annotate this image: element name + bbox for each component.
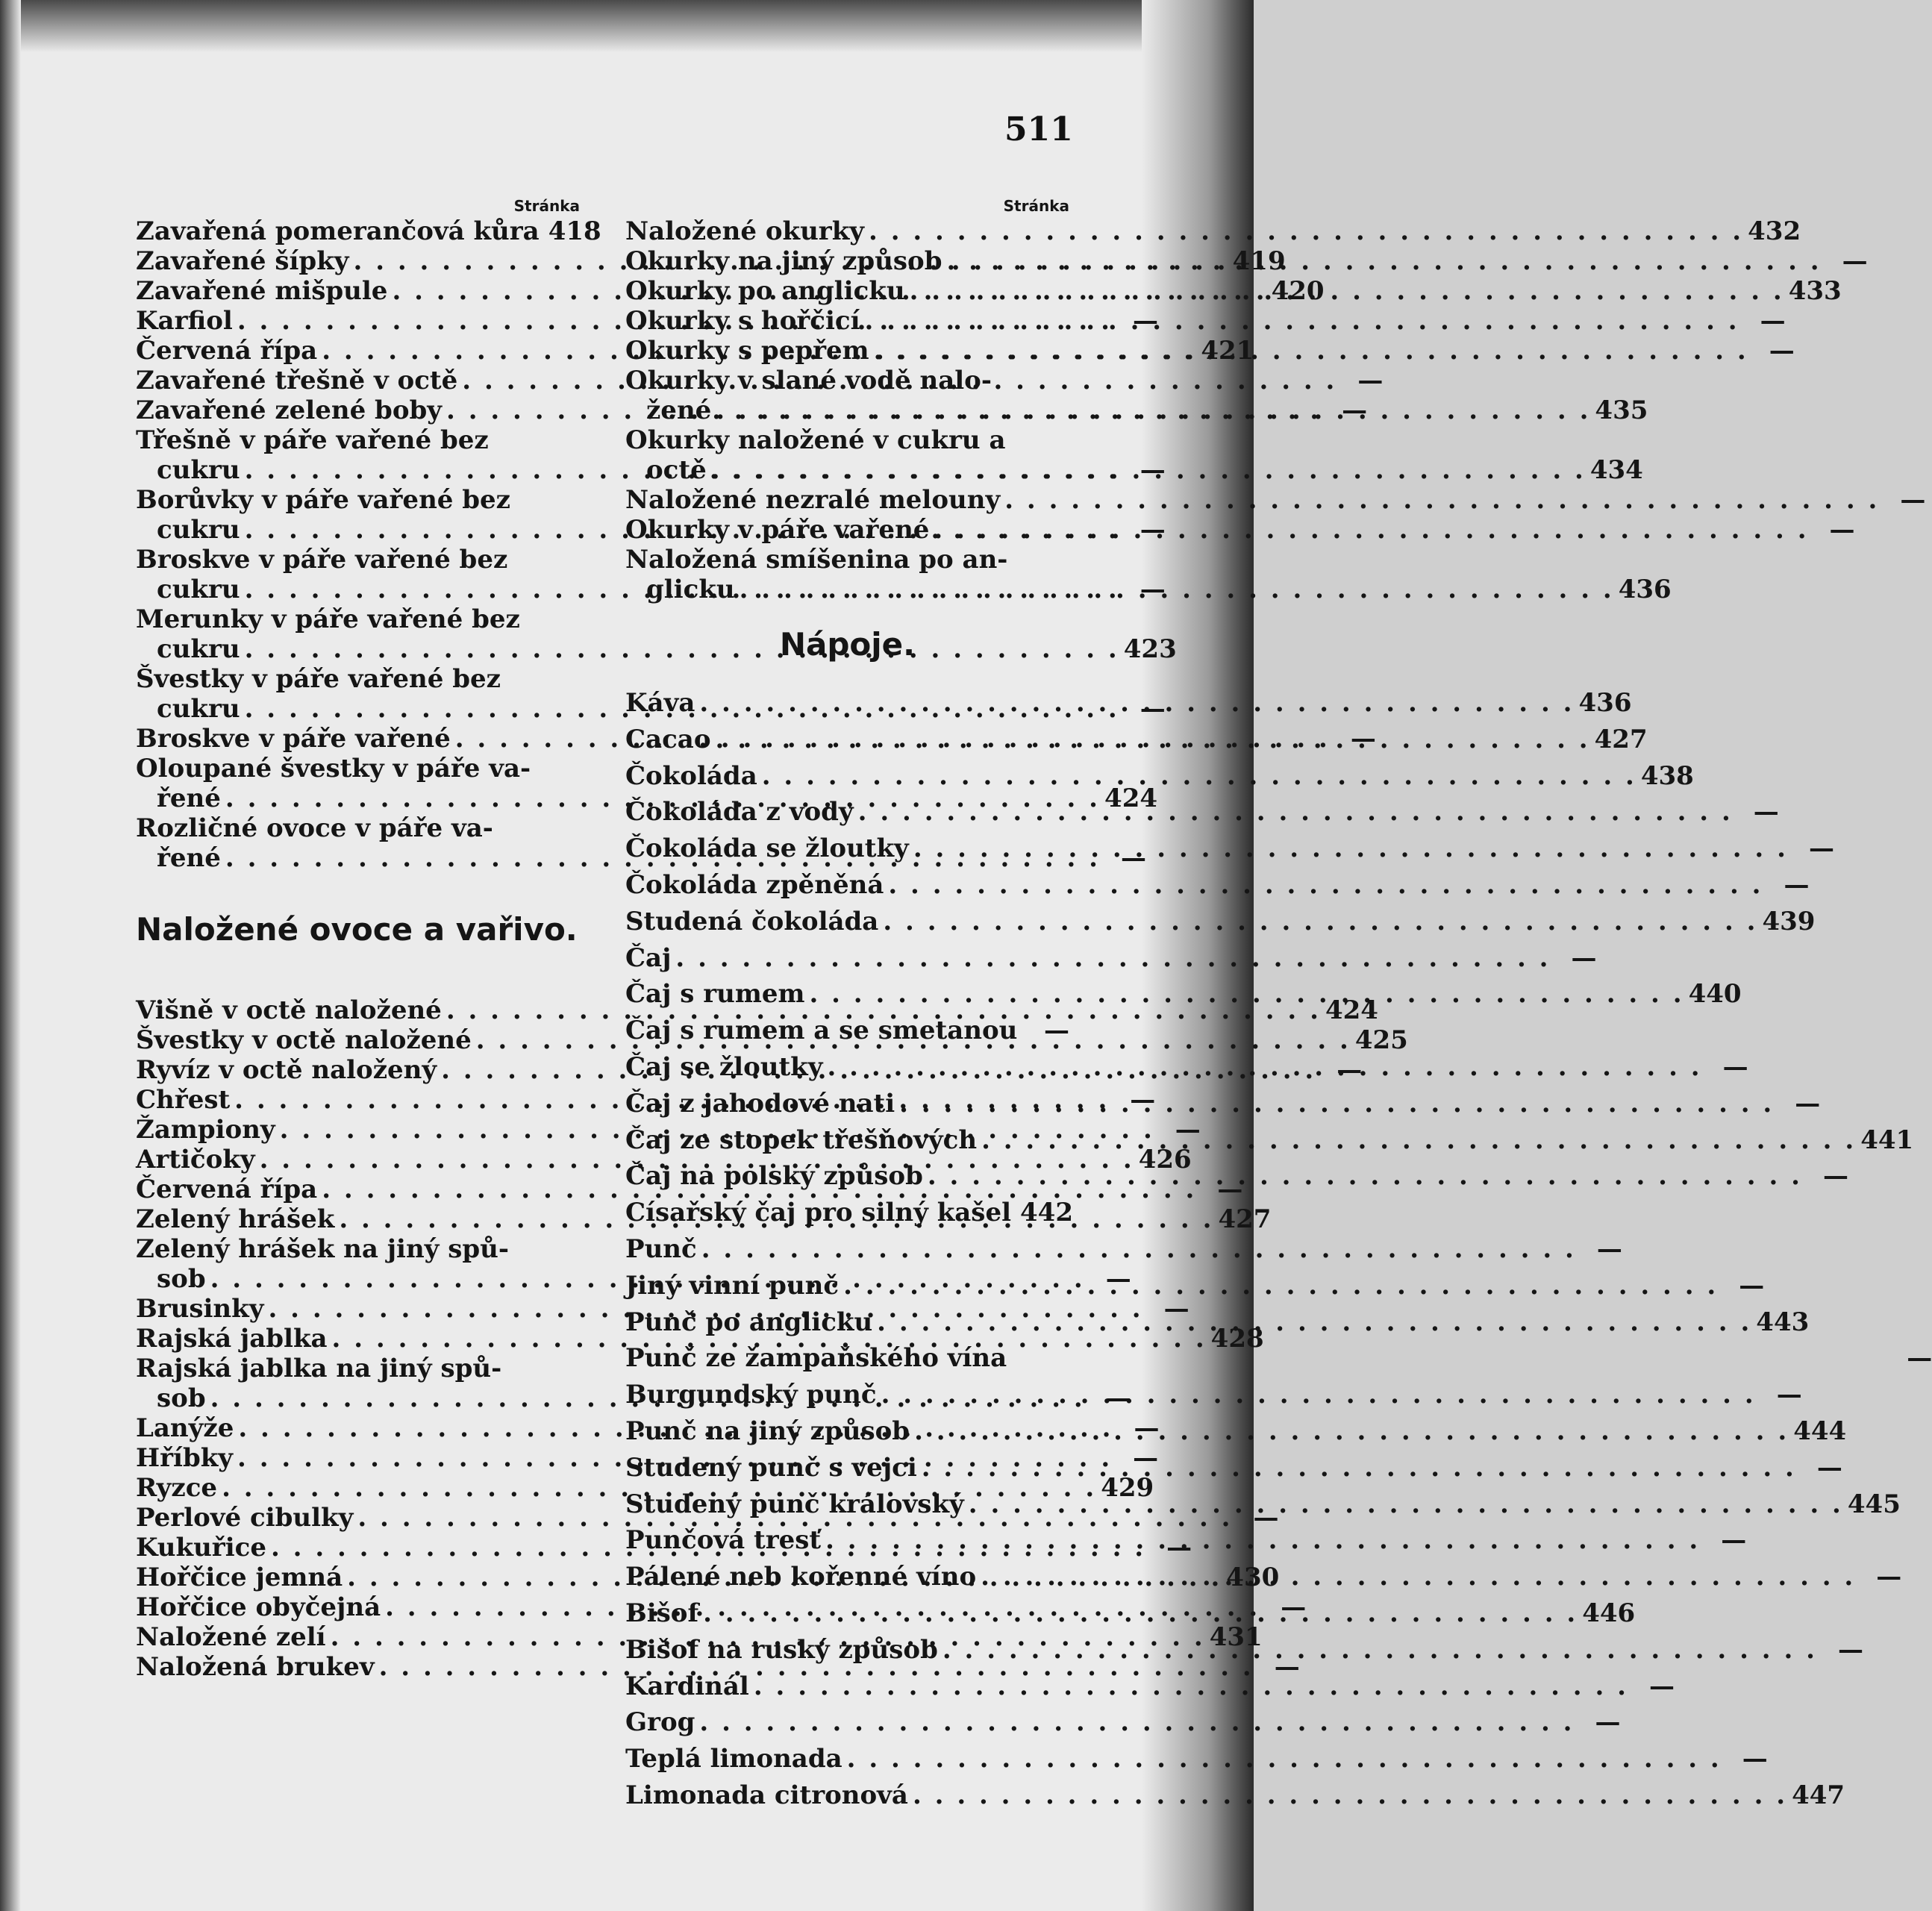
scan-edge-left: [0, 0, 21, 1911]
entry-title: Ryzce: [136, 1473, 218, 1503]
entry-page: —: [1139, 694, 1166, 724]
entry-title: Švestky v octě naložené: [136, 1025, 472, 1055]
leader-dots: [825, 1522, 1700, 1559]
entry-title: Studený punč královský: [625, 1489, 964, 1519]
index-entry: [625, 1340, 1932, 1377]
entry-title: Okurky po anglicku: [625, 276, 905, 306]
leader-dots: [888, 867, 1763, 904]
index-entry: [625, 1049, 1748, 1086]
index-entry: [625, 1450, 1842, 1486]
entry-page: —: [1823, 1161, 1848, 1192]
leader-dots: [701, 1231, 1576, 1268]
entry-page: —: [1217, 1175, 1243, 1204]
entry-page: 431: [1209, 1622, 1263, 1652]
leader-dots: [754, 1668, 1628, 1705]
entry-title: Cacao: [625, 724, 711, 754]
index-entry: [625, 395, 1648, 425]
entry-page: 427: [1594, 724, 1648, 754]
entry-title: Červená řípa: [136, 1175, 318, 1204]
entry-page: —: [1166, 1533, 1192, 1563]
entry-title-continuation: octě: [646, 455, 707, 485]
index-entry: [625, 1413, 1847, 1450]
entry-title: Káva: [625, 688, 695, 718]
entry-page: —: [1130, 1085, 1156, 1115]
entry-page: —: [1105, 1383, 1131, 1413]
leader-dots: [928, 1158, 1802, 1195]
index-entry: [625, 216, 1801, 246]
index-entry: [625, 485, 1926, 515]
leader-dots: [913, 831, 1788, 867]
index-entry: [136, 1473, 1154, 1503]
entry-page: 440: [1688, 979, 1742, 1010]
entry-page: —: [1163, 1294, 1189, 1324]
entry-title: Zavařené třešně v octě: [136, 366, 458, 395]
entry-title: Zelený hrášek: [136, 1204, 335, 1234]
entry-title-continuation: řené: [157, 843, 221, 873]
index-entry: [625, 1013, 1069, 1049]
entry-page: —: [1648, 1671, 1675, 1701]
entry-page: —: [1842, 246, 1868, 276]
leader-dots: [858, 794, 1733, 831]
entry-page: —: [1175, 1115, 1201, 1145]
entry-page: 421: [1201, 336, 1254, 366]
leader-dots: [716, 722, 1590, 758]
leader-dots: [913, 1777, 1787, 1814]
entry-title-line: Rajská jablka na jiný spů-: [136, 1354, 502, 1383]
entry-title: Kukuřice: [136, 1533, 266, 1563]
entry-title: Lanýže: [136, 1413, 234, 1443]
entry-title: Čokoláda: [625, 760, 757, 791]
index-entry: [136, 995, 1378, 1025]
entry-page: —: [1742, 1744, 1768, 1774]
entry-page: —: [1253, 1503, 1279, 1533]
entry-title: Teplá limonada: [625, 1744, 842, 1774]
entry-title-line: Merunky v páře vařené bez: [136, 604, 520, 634]
entry-title-line: Zelený hrášek na jiný spů-: [136, 1234, 510, 1264]
entry-title: Čaj s rumem a se smetanou: [625, 1016, 1018, 1046]
entry-title-continuation: sob: [157, 1264, 206, 1294]
entry-page: 439: [1762, 906, 1816, 936]
entry-title: Naložené okurky: [625, 216, 865, 246]
index-entry: [625, 1268, 1765, 1304]
leader-dots: [716, 395, 1590, 425]
entry-title: Brusinky: [136, 1294, 264, 1324]
entry-page: —: [1595, 1707, 1621, 1738]
entry-title-line: Okurky v slané vodě nalo-: [625, 366, 992, 395]
entry-page: —: [1783, 869, 1810, 900]
entry-title: Naložené nezralé melouny: [625, 485, 1001, 515]
index-entry: [625, 1777, 1845, 1814]
entry-page: —: [1132, 306, 1158, 336]
entry-page: 418: [548, 216, 601, 246]
entry-title-continuation: cukru: [157, 515, 240, 545]
leader-dots: [762, 758, 1636, 795]
entry-title: Hořčice jemná: [136, 1563, 343, 1592]
entry-title: Čokoláda zpěněná: [625, 869, 884, 900]
index-entry: [625, 1522, 1747, 1559]
entry-title: Višně v octě naložené: [136, 995, 442, 1025]
entry-page: —: [1105, 1264, 1131, 1294]
index-entry: [625, 1122, 1914, 1159]
index-entry: [625, 831, 1834, 867]
entry-title: Čaj ze stopek třešňových: [625, 1125, 978, 1155]
entry-title: Čaj: [625, 942, 672, 973]
entry-page: 445: [1847, 1489, 1901, 1519]
entry-title: Hořčice obyčejná: [136, 1592, 381, 1622]
index-entry: [625, 940, 1597, 977]
entry-title: Naložené zelí: [136, 1622, 326, 1652]
entry-page: 444: [1793, 1416, 1847, 1446]
entry-page: 425: [1354, 1025, 1408, 1055]
entry-page: —: [1596, 1233, 1622, 1264]
entry-title: Perlové cibulky: [136, 1503, 354, 1533]
leader-dots: [699, 685, 1574, 722]
leader-dots: [809, 976, 1684, 1013]
entry-page: 419: [1232, 246, 1286, 276]
leader-dots: [843, 1268, 1718, 1304]
entry-title: Zavařené šípky: [136, 246, 349, 276]
entry-title: Studená čokoláda: [625, 906, 879, 936]
entry-page: —: [1044, 1016, 1069, 1046]
entry-page: 442: [1020, 1198, 1073, 1228]
index-entry: [625, 575, 1672, 604]
entry-title: Čaj se žloutky: [625, 1051, 823, 1082]
entry-page: 438: [1640, 760, 1694, 791]
index-entry: [136, 1324, 1264, 1354]
leader-dots: [942, 1632, 1817, 1668]
entry-title: Bišof: [625, 1598, 699, 1628]
leader-dots: [711, 455, 1586, 485]
entry-page: —: [1795, 1088, 1821, 1119]
entry-title-line: Borůvky v páře vařené bez: [136, 485, 510, 515]
entry-page: 446: [1582, 1598, 1636, 1628]
entry-title: Čokoláda z vody: [625, 797, 854, 828]
entry-page: 430: [1226, 1563, 1280, 1592]
entry-page: —: [1134, 1413, 1160, 1443]
entry-page: —: [1776, 1380, 1802, 1410]
entry-title: Limonada citronová: [625, 1780, 908, 1810]
entry-title-line: Broskve v páře vařené bez: [136, 545, 508, 575]
entry-title: Okurky na jiný způsob: [625, 246, 942, 276]
entry-title-line: Oloupané švestky v páře va-: [136, 754, 531, 784]
entry-title: Chřest: [136, 1085, 231, 1115]
entry-title: Punč: [625, 1233, 697, 1264]
entry-page: —: [1139, 575, 1166, 604]
entry-title: Punč po anglicku: [625, 1307, 873, 1337]
entry-page: —: [1722, 1051, 1748, 1082]
entry-page: —: [1721, 1525, 1747, 1556]
index-entry: [136, 1145, 1192, 1175]
entry-page: 433: [1788, 276, 1842, 306]
column-header: Stránka: [513, 197, 580, 215]
entry-title: Punč ze žampaňského vína: [625, 1343, 1007, 1374]
entry-title: Žampiony: [136, 1115, 275, 1145]
index-entry: [136, 1652, 1300, 1682]
leader-dots: [699, 1704, 1574, 1741]
entry-page: 447: [1792, 1780, 1845, 1810]
entry-page: —: [1907, 1343, 1932, 1374]
entry-page: 428: [1210, 1324, 1264, 1354]
entry-title: Hříbky: [136, 1443, 234, 1473]
entry-page: 420: [1271, 276, 1325, 306]
leader-dots: [877, 1304, 1751, 1341]
leader-dots: [981, 1122, 1856, 1159]
index-entry: [625, 1377, 1802, 1413]
entry-title: Červená řípa: [136, 336, 318, 366]
section-heading: Naložené ovoce a vařivo.: [136, 911, 578, 948]
leader-dots: [934, 515, 1808, 545]
entry-title: Zavařené zelené boby: [136, 395, 443, 425]
leader-dots: [899, 1086, 1774, 1122]
entry-page: 436: [1618, 575, 1672, 604]
entry-title: Punčová tresť: [625, 1525, 822, 1556]
entry-title: Studený punč s vejci: [625, 1452, 917, 1483]
entry-title-continuation: žené: [646, 395, 712, 425]
index-entry: [136, 216, 601, 246]
entry-title: Karfiol: [136, 306, 233, 336]
leader-dots: [864, 306, 1739, 336]
entry-title: Artičoky: [136, 1145, 255, 1175]
entry-title: Ryvíz v octě naložený: [136, 1055, 437, 1085]
entry-page: —: [1274, 1652, 1300, 1682]
entry-page: —: [1139, 455, 1166, 485]
entry-title: Čaj s rumem: [625, 979, 805, 1010]
entry-title-continuation: sob: [157, 1383, 206, 1413]
entry-title: Okurky v páře vařené: [625, 515, 930, 545]
entry-page: —: [1571, 942, 1597, 973]
entry-page: —: [1357, 366, 1384, 395]
index-entry: [625, 685, 1632, 722]
leader-dots: [969, 1486, 1843, 1523]
entry-page: —: [1829, 515, 1855, 545]
entry-title: Punč na jiný způsob: [625, 1416, 910, 1446]
leader-dots: [910, 276, 1784, 306]
entry-title: Rajská jablka: [136, 1324, 328, 1354]
leader-dots: [981, 1559, 1855, 1595]
entry-page: —: [1342, 395, 1368, 425]
entry-page: 423: [1123, 634, 1177, 664]
entry-page: —: [1760, 306, 1786, 336]
entry-title: Grog: [625, 1707, 695, 1738]
scan-edge-top: [0, 0, 1254, 52]
leader-dots: [881, 1377, 1756, 1413]
entry-title: Císařský čaj pro silný kašel: [625, 1198, 1011, 1228]
entry-page: —: [1816, 1452, 1842, 1483]
entry-page: —: [1837, 1634, 1863, 1665]
entry-page: 436: [1578, 688, 1632, 718]
entry-page: 432: [1748, 216, 1801, 246]
column-header: Stránka: [1003, 197, 1069, 215]
index-entry: [625, 867, 1810, 904]
entry-title-line: Naložená smíšenina po an-: [625, 545, 1008, 575]
index-entry: [625, 1195, 1073, 1231]
entry-title-continuation: cukru: [157, 694, 240, 724]
entry-page: 441: [1860, 1125, 1914, 1155]
index-entry: [625, 1231, 1622, 1268]
entry-title: Bišof na ruský způsob: [625, 1634, 938, 1665]
entry-page: 424: [1104, 784, 1158, 813]
entry-title: Zavařená pomerančová kůra: [136, 216, 540, 246]
entry-page: 435: [1595, 395, 1648, 425]
index-entry: [625, 1668, 1675, 1705]
index-entry: [625, 455, 1643, 485]
leader-dots: [847, 1741, 1722, 1777]
entry-title: Broskve v páře vařené: [136, 724, 451, 754]
entry-title: Zavařené mišpule: [136, 276, 388, 306]
entry-title: Pálené neb kořenné víno: [625, 1562, 977, 1592]
index-entry: [625, 1741, 1768, 1777]
entry-page: 427: [1218, 1204, 1272, 1234]
index-entry: [625, 904, 1816, 940]
entry-page: 434: [1589, 455, 1643, 485]
entry-page: —: [1753, 797, 1779, 828]
page-number: 511: [1004, 110, 1073, 148]
index-entry: [625, 758, 1694, 795]
entry-page: —: [1808, 833, 1834, 864]
entry-page: —: [1350, 724, 1376, 754]
entry-title: Naložená brukev: [136, 1652, 375, 1682]
entry-page: —: [1281, 1592, 1307, 1622]
index-entry: [625, 722, 1648, 758]
entry-title-continuation: řené: [157, 784, 221, 813]
entry-title: Jiný vinní punč: [625, 1270, 840, 1301]
leader-dots: [914, 1413, 1789, 1450]
leader-dots: [946, 246, 1821, 276]
leader-dots: [703, 1595, 1578, 1632]
index-entry: [625, 306, 1786, 336]
entry-title: Burgundský punč: [625, 1380, 877, 1410]
index-entry: [625, 1595, 1636, 1632]
entry-title-continuation: cukru: [157, 634, 240, 664]
entry-title: Okurky s pepřem: [625, 336, 869, 366]
entry-title-continuation: cukru: [157, 575, 240, 604]
index-entry: [625, 1086, 1821, 1122]
entry-title-line: Švestky v páře vařené bez: [136, 664, 501, 694]
entry-page: 443: [1756, 1307, 1810, 1337]
entry-page: —: [1876, 1562, 1902, 1592]
leader-dots: [869, 216, 1743, 246]
entry-page: —: [1133, 1443, 1159, 1473]
entry-title: Čaj na polský způsob: [625, 1161, 923, 1192]
entry-title: Kardinál: [625, 1671, 749, 1701]
entry-title-continuation: glicku: [646, 575, 735, 604]
entry-page: —: [1121, 843, 1147, 873]
leader-dots: [883, 904, 1757, 940]
entry-page: —: [1739, 1270, 1765, 1301]
entry-page: —: [1139, 515, 1166, 545]
entry-page: —: [1337, 1055, 1363, 1085]
entry-page: 424: [1325, 995, 1378, 1025]
entry-title-continuation: cukru: [157, 455, 240, 485]
entry-title: Okurky s hořčicí: [625, 306, 860, 336]
entry-title-line: Rozličné ovoce v páře va-: [136, 813, 493, 843]
leader-dots: [827, 1049, 1701, 1086]
entry-page: 426: [1138, 1145, 1192, 1175]
leader-dots: [922, 1450, 1796, 1486]
entry-title: Čaj z jahodové nati: [625, 1088, 895, 1119]
index-entry: [625, 515, 1855, 545]
entry-title-line: Třešně v páře vařené bez: [136, 425, 489, 455]
index-entry: [625, 1704, 1621, 1741]
leader-dots: [740, 575, 1614, 604]
entry-page: —: [1769, 336, 1795, 366]
leader-dots: [1004, 485, 1879, 515]
section-heading: Nápoje.: [779, 626, 916, 663]
entry-page: 429: [1101, 1473, 1154, 1503]
entry-title-line: Okurky naložené v cukru a: [625, 425, 1006, 455]
leader-dots: [874, 336, 1748, 366]
leader-dots: [675, 940, 1550, 977]
entry-title: Čokoláda se žloutky: [625, 833, 909, 864]
entry-page: —: [1900, 485, 1926, 515]
